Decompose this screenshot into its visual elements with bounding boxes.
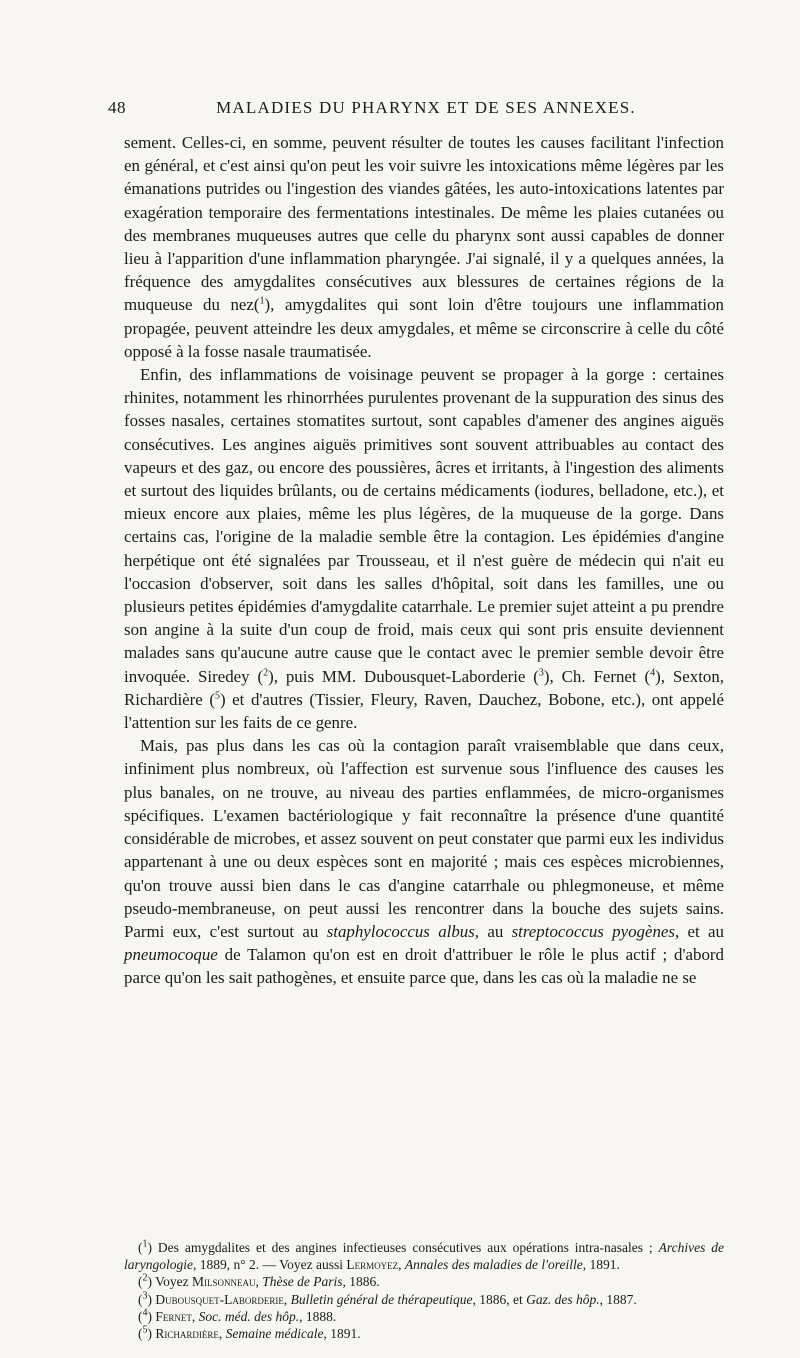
footnote-5: ($^5$) Richardière, Semaine médicale, 1891.	[138, 1324, 361, 1342]
paragraph-text: de Talamon qu'on est en droit d'attribuer le rôle le plus actif ; d'abord parce qu'on les sait pathogènes, et ensuite parce que, dans les cas où la maladie ne se	[124, 945, 724, 988]
italic-term: pneumocoque	[124, 945, 218, 965]
footnote-ref: 5	[214, 690, 220, 702]
paragraph-text: sement. Celles-ci, en somme, peuvent résulter de toutes les causes facilitant l'infection en général, et c'est ainsi qu'on peut les voir suivre les intoxications même légères par les émanations putrides ou l'ingestion des viandes gâtées, les auto-intoxications latentes par exagération temporaire des fermentations intestinales. De même les plaies cutanées ou des membranes muqueuses autres que celle du pharynx sont aussi capables de donner lieu à l'apparition d'une inflammation pharyngée. J'ai signalé, il y a quelques années, la fréquence des amygdalites consécutives aux blessures de certaines régions de la muqueuse du nez(	[124, 133, 724, 315]
footnote-ref: 4	[650, 667, 656, 679]
italic-term: staphylococcus albus	[326, 921, 475, 941]
footnote-number: 5	[142, 1324, 148, 1336]
running-title: MALADIES DU PHARYNX ET DE SES ANNEXES.	[216, 98, 636, 117]
paragraph-text: ), Sexton, Richardière (	[124, 666, 724, 709]
paragraph-text: , au	[474, 921, 512, 941]
footnote-ref: 1	[259, 295, 265, 307]
paragraph-text: Mais, pas plus dans les cas où la contagion paraît vraisemblable que dans ceux, infiniment plus nombreux, où l'affection est survenue sous l'influence des causes les plus banales, on ne trouve, au niveau des parties enflammées, de micro-organismes spécifiques. L'examen bactériologique y fait reconnaître la présence d'une quantité considérable de microbes, et assez souvent on peut constater que parmi eux les individus appartenant à une ou deux espèces sont en majorité ; mais ces espèces microbiennes, qu'on trouve aussi bien dans le cas d'angine catarrhale ou phlegmoneuse, et même pseudo-membraneuse, on peut aussi les rencontrer dans la bouche des sujets sains. Parmi eux, c'est surtout au	[124, 736, 724, 941]
paragraph-text: ), amygdalites qui sont loin d'être toujours une inflammation propagée, peuvent atteindre les deux amygdales, et même se circonscrire à celle du côté opposé à la fosse nasale traumatisée.	[124, 295, 724, 361]
footnote-4: ($^4$) Fernet, Soc. méd. des hôp., 1888.	[138, 1307, 337, 1324]
page-number: 48	[108, 98, 126, 117]
footnote-2: ($^2$) Voyez Milsonneau, Thèse de Paris, 1886.	[138, 1272, 380, 1290]
footnote-1: ($^1$) Des amygdalites et des angines infectieuses consécutives aux opérations intra-nasales ; Archives de laryngologie, 1889, n° 2. — Voyez aussi Lermoyez, Annales des maladies de l'oreille, 1891.	[124, 1238, 724, 1273]
footnotes	[124, 1239, 724, 1342]
paragraph-text: ), puis MM. Dubousquet-Laborderie (	[268, 666, 539, 686]
paragraph-1	[124, 131, 724, 363]
footnote-number: 4	[142, 1307, 148, 1319]
paragraph-3	[124, 734, 724, 989]
footnote-3: ($^3$) Dubousquet-Laborderie, Bulletin général de thérapeutique, 1886, et Gaz. des hôp., 1887.	[138, 1290, 637, 1307]
footnote-ref: 3	[538, 667, 544, 679]
paragraph-text: , et au	[675, 921, 724, 941]
footnote-ref: 2	[263, 667, 269, 679]
paragraph-text: ), Ch. Fernet (	[543, 666, 651, 686]
page-header	[108, 98, 744, 122]
footnote-number: 1	[142, 1238, 148, 1250]
italic-term: streptococcus pyogènes	[511, 921, 675, 941]
main-text	[124, 131, 724, 990]
footnote-number: 2	[142, 1272, 148, 1284]
footnote-number: 3	[142, 1290, 148, 1302]
paragraph-text: Enfin, des inflammations de voisinage peuvent se propager à la gorge : certaines rhinites, notamment les rhinorrhées purulentes provenant de la suppuration des sinus des fosses nasales, certaines stomatites surtout, sont capables d'amener des angines aiguës consécutives. Les angines aiguës primitives sont souvent attribuables au contact des vapeurs et des gaz, ou encore des poussières, âcres et irritants, à l'ingestion des aliments et surtout des liquides brûlants, ou de certains médicaments (iodures, belladone, etc.), et mieux encore aux plaies, même les plus légères, de la muqueuse de la gorge. Dans certains cas, l'origine de la maladie semble être la contagion. Les épidémies d'angine herpétique ont été signalées par Trousseau, et il n'est guère de médecin qui n'ait eu l'occasion d'observer, soit dans les salles d'hôpital, soit dans les familles, une ou plusieurs petites épidémies d'amygdalite catarrhale. Le premier sujet atteint a pu prendre son angine à la suite d'un coup de froid, mais ceux qui sont pris ensuite deviennent malades sans qu'aucune autre cause que le contact avec le premier semble devoir être invoquée. Siredey (	[124, 365, 724, 686]
paragraph-2	[124, 363, 724, 734]
paragraph-text: ) et d'autres (Tissier, Fleury, Raven, Dauchez, Bobone, etc.), ont appelé l'attention sur les faits de ce genre.	[124, 689, 724, 733]
